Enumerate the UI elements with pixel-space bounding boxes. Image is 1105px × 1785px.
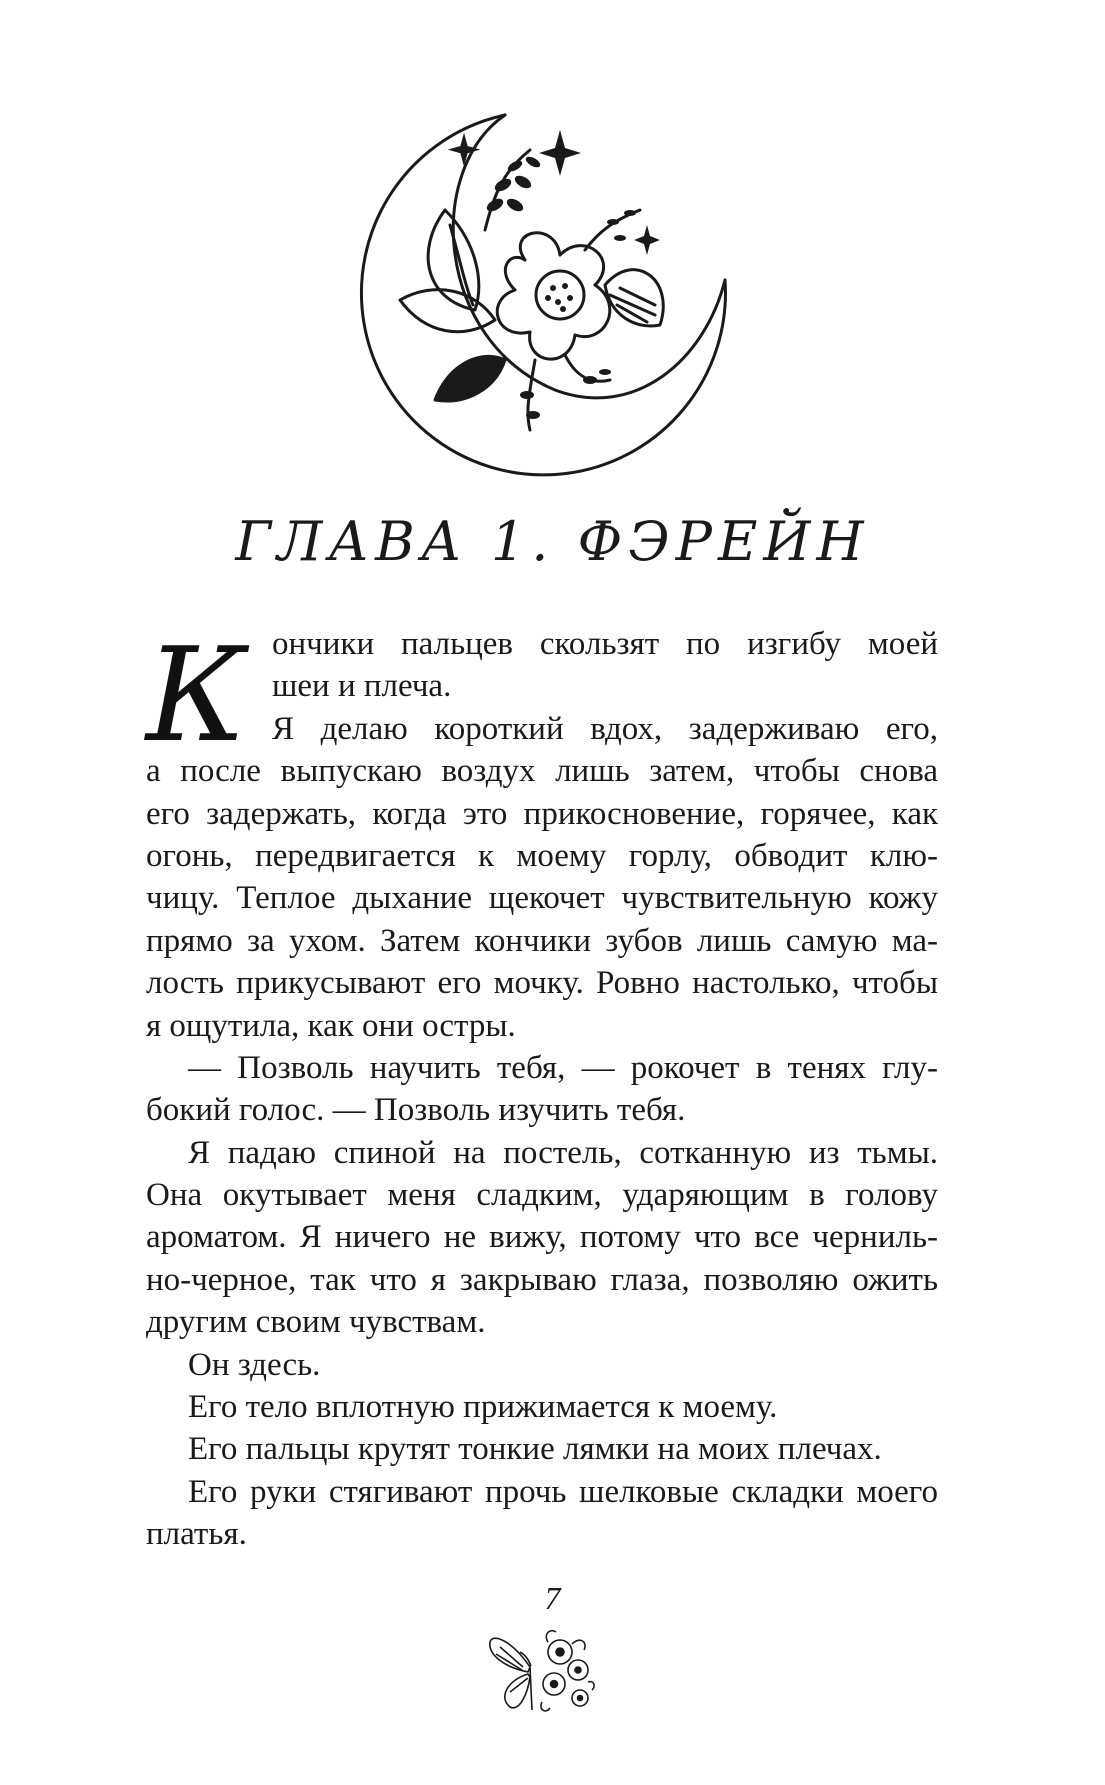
text-line: Его руки стягивают прочь шелковые складки моего xyxy=(188,1473,938,1510)
text-line: я ощутила, как они остры. xyxy=(146,1007,516,1044)
text-line: его задержать, когда это прикосновение, горячее, как xyxy=(146,795,938,832)
text-line: — Позволь научить тебя, — рокочет в тенях глу- xyxy=(188,1049,938,1086)
text-line: платья. xyxy=(146,1516,247,1553)
text-line: чицу. Теплое дыхание щекочет чувствительную кожу xyxy=(146,880,938,917)
text-line: бокий голос. — Позволь изучить тебя. xyxy=(146,1092,686,1129)
text-line: огонь, передвигается к моему горлу, обводит клю- xyxy=(146,837,938,874)
text-line: другим своим чувствам. xyxy=(146,1304,486,1341)
text-line: Он здесь. xyxy=(188,1346,321,1383)
chapter-body xyxy=(146,619,938,1556)
text-line: Я делаю короткий вдох, задерживаю его, xyxy=(272,710,938,747)
butterfly-floral-icon xyxy=(488,1622,600,1717)
page-number: 7 xyxy=(544,1580,561,1616)
text-line: ончики пальцев скользят по изгибу моей xyxy=(272,626,938,662)
crescent-moon-floral-icon xyxy=(355,110,735,490)
text-line: Я падаю спиной на постель, сотканную из тьмы. xyxy=(188,1134,938,1171)
text-line: Его тело вплотную прижимается к моему. xyxy=(188,1389,778,1426)
text-line: прямо за ухом. Затем кончики зубов лишь самую ма- xyxy=(146,922,938,959)
text-line: ароматом. Я ничего не вижу, потому что все черниль- xyxy=(146,1219,938,1256)
text-line: Его пальцы крутят тонкие лямки на моих плечах. xyxy=(188,1431,882,1468)
text-line: а после выпускаю воздух лишь затем, чтобы снова xyxy=(146,753,938,790)
drop-cap: К xyxy=(146,619,247,771)
text-line: но-черное, так что я закрываю глаза, позволяю ожить xyxy=(146,1261,938,1298)
text-line: лость прикусывают его мочку. Ровно настолько, чтобы xyxy=(146,965,938,1002)
chapter-title: ГЛАВА 1. ФЭРЕЙН xyxy=(235,510,870,573)
text-line: Она окутывает меня сладким, ударяющим в голову xyxy=(146,1177,938,1214)
text-line: шеи и плеча. xyxy=(272,668,452,705)
